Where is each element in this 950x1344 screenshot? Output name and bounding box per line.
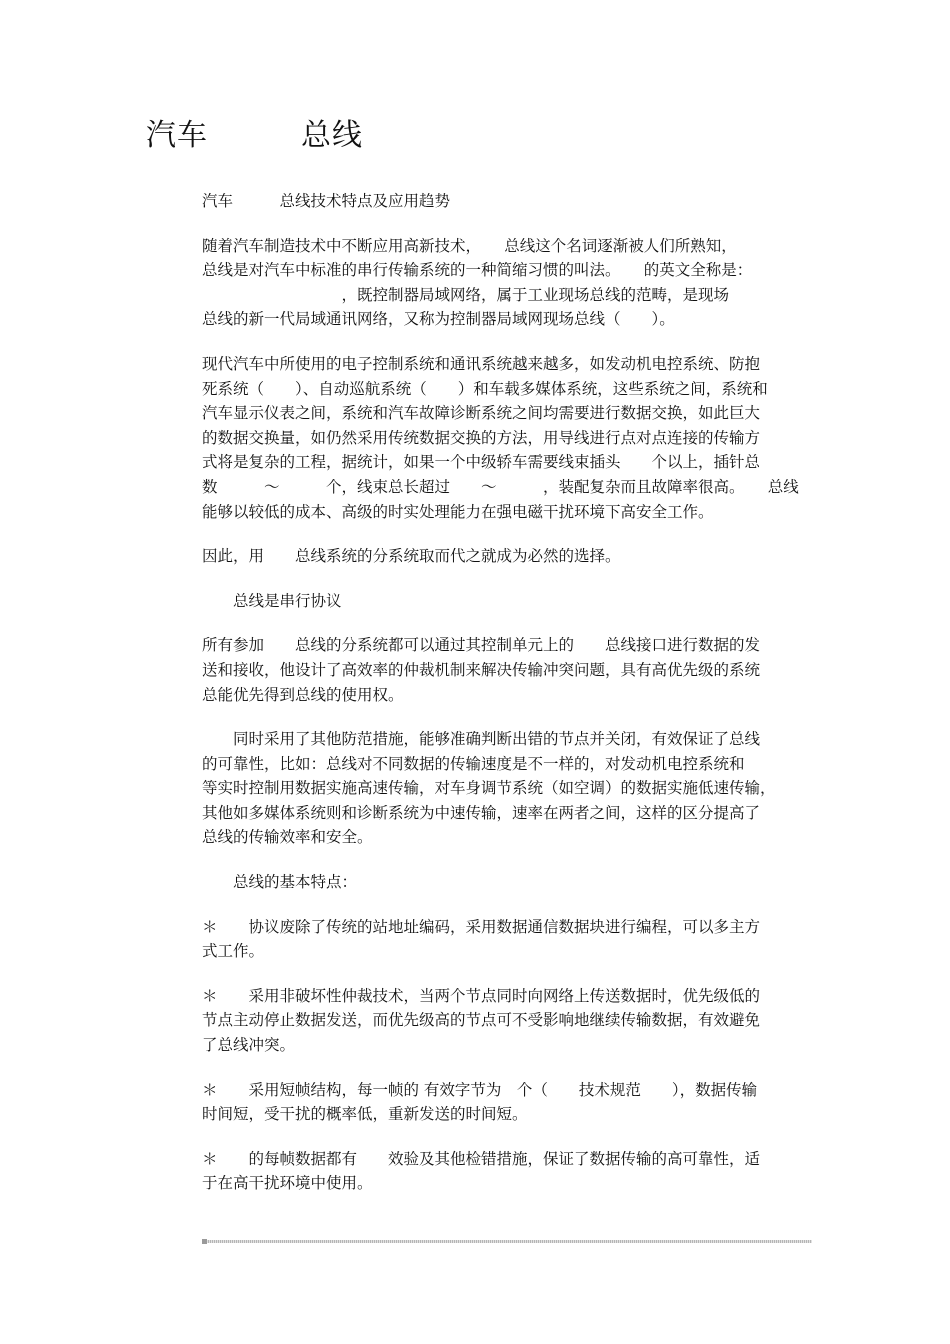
divider-dot [202,1239,207,1244]
text-line: 所有参加 总线的分系统都可以通过其控制单元上的 总线接口进行数据的发 [202,636,761,655]
text-line: 的数据交换量，如仍然采用传统数据交换的方法，用导线进行点对点连接的传输方 [202,428,761,447]
text-line: 数 ～ 个，线束总长超过 ～ ，装配复杂而且故障率很高。 总线 [202,477,799,496]
text-line: 总能优先得到总线的使用权。 [202,685,404,704]
text-line: 因此，用 总线系统的分系统取而代之就成为必然的选择。 [202,547,621,566]
text-line: 随着汽车制造技术中不断应用高新技术， 总线这个名词逐渐被人们所熟知， [202,236,737,255]
feature-item [202,915,814,964]
text-line: 式将是复杂的工程，据统计，如果一个中级轿车需要线束插头 个以上，插针总 [202,453,761,472]
text-line: ，既控制器局域网络，属于工业现场总线的范畴，是现场 [202,285,730,304]
text-line: 于在高干扰环境中使用。 [202,1174,373,1193]
text-line: 死系统（ ）、自动巡航系统（ ）和车载多媒体系统，这些系统之间，系统和 [202,379,768,398]
text-line: ＊ 的每帧数据都有 效验及其他检错措施，保证了数据传输的高可靠性，适 [202,1149,761,1168]
heading-text: 总线是串行协议 [202,591,342,610]
text-line: 总线的新一代局域通讯网络，又称为控制器局域网现场总线（ ）。 [202,310,675,329]
text-line: 时间短，受干扰的概率低，重新发送的时间短。 [202,1105,528,1124]
paragraph-intro [202,234,814,332]
text-line: 节点主动停止数据发送，而优先级高的节点可不受影响地继续传输数据，有效避免 [202,1011,761,1030]
text-line: 等实时控制用数据实施高速传输，对车身调节系统（如空调）的数据实施低速传输， [202,779,776,798]
text-line: 送和接收，他设计了高效率的仲裁机制来解决传输冲突问题，具有高优先级的系统 [202,660,761,679]
feature-item [202,1078,814,1127]
section-heading-serial-protocol [202,589,814,614]
text-line: 总线是对汽车中标准的串行传输系统的一种简缩习惯的叫法。 的英文全称是： [202,261,753,280]
text-line: 总线的传输效率和安全。 [202,828,373,847]
section-subtitle [202,189,814,214]
document-title: 汽车 总线 [146,118,363,153]
text-line: 现代汽车中所使用的电子控制系统和通讯系统越来越多，如发动机电控系统、防抱 [202,354,761,373]
paragraph-conclusion [202,544,814,569]
text-line: ＊ 协议废除了传统的站地址编码，采用数据通信数据块进行编程，可以多主方 [202,917,761,936]
document-body [202,189,814,1216]
feature-item [202,984,814,1058]
text-line: 其他如多媒体系统则和诊断系统为中速传输，速率在两者之间，这样的区分提高了 [202,803,761,822]
paragraph-background [202,352,814,524]
subtitle-text: 汽车 总线技术特点及应用趋势 [202,192,451,210]
text-line: 了总线冲突。 [202,1036,296,1055]
text-line: 能够以较低的成本、高级的时实处理能力在强电磁干扰环境下高安全工作。 [202,502,714,521]
paragraph-arbitration [202,633,814,707]
heading-text: 总线的基本特点： [202,873,358,892]
footer-divider [202,1240,812,1243]
section-heading-features [202,870,814,895]
text-line: 的可靠性，比如：总线对不同数据的传输速度是不一样的，对发动机电控系统和 [202,754,745,773]
text-line: ＊ 采用短帧结构，每一帧的 有效字节为 个（ 技术规范 ），数据传输 [202,1080,758,1099]
text-line: 同时采用了其他防范措施，能够准确判断出错的节点并关闭，有效保证了总线 [202,730,761,749]
text-line: 式工作。 [202,942,265,961]
text-line: 汽车显示仪表之间，系统和汽车故障诊断系统之间均需要进行数据交换，如此巨大 [202,404,761,423]
paragraph-reliability [202,727,814,850]
feature-item [202,1147,814,1196]
text-line: ＊ 采用非破坏性仲裁技术，当两个节点同时向网络上传送数据时，优先级低的 [202,986,761,1005]
